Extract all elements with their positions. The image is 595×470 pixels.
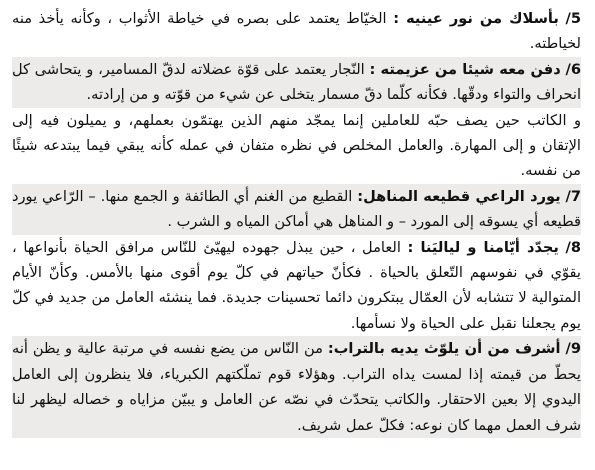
- item-term: يجدّد أيّامنا و لياليَنا :: [407, 238, 559, 256]
- item-term: يورد الراعي قطيعه المناهل:: [357, 187, 561, 205]
- item-9: [12, 336, 581, 438]
- item-6: [12, 57, 581, 108]
- item-8: [12, 235, 581, 337]
- item-term: أشرف من أن يلوّث يديه بالتراب:: [327, 340, 561, 358]
- item-number: 8/: [565, 238, 582, 256]
- item-term: بأسلاك من نور عينيه :: [393, 10, 559, 27]
- item-explanation: القطيع من الغنم أي الطائفة و الجمع منها. – الرّاعي يورد قطيعه أي يسوقه إلى المورد – و المناهل هي أماكن المياه و الشرب .: [12, 187, 581, 231]
- item-number: 6/: [565, 60, 582, 78]
- item-explanation: من النّاس من يضع نفسه في مرتبة عالية و يظن أنه يحطّ من قيمته إذا لمست يداه التراب. وهؤلاء قوم تملّكتهم الكبرياء، فلا ينظرون إلى العامل اليدوي إلا بعين الاحتقار. والكاتب يتحدّث في نصّه عن العامل و يبيّن مزاياه و خصاله ليظهر لنا شرف العمل مهما كان نوعه: فكلّ عمل شريف.: [12, 340, 581, 434]
- item-explanation: و الكاتب حين يصف حبّه للعاملين إنما يمجّد منهم الذين يهتمّون بعملهم، و يميلون فيه إلى الإتقان و إلى المهارة. والعامل المخلص في نظره متفان في عمله كأنه يبقي فيما يبتدعه شيئًا من نفسه.: [12, 111, 581, 180]
- item-explanation: العامل ، حين يبذل جهوده ليهيّئ للنّاس مرافق الحياة بأنواعها ، يقوّي في نفوسهم التّعلق بالحياة . فكأنّ حياتهم في كلّ يوم أقوى منها بالأمس. وكأنّ الأيام المتوالية لا تتشابه لأن العمّال يبتكرون دائما تحسينات جديدة. فما ينشئه العامل من جديد في كلّ يوم يجعلنا نقبل على الحياة ولا نسأمها.: [12, 238, 581, 332]
- item-number: 7/: [565, 187, 582, 205]
- writer-paragraph: [12, 108, 581, 184]
- item-explanation: النّجار يعتمد على قوّة عضلاته لدقّ المسامير، و يتحاشى كل انحراف والتواء ودقّها. فكأنه كلّما دقّ مسمار يتخلى عن شيء من قوّته و من إرادته.: [12, 60, 581, 104]
- item-7: [12, 184, 581, 235]
- item-term: دفن معه شيئا من عزيمته :: [369, 60, 561, 78]
- item-explanation: الخيّاط يعتمد على بصره في خياطة الأثواب ، وكأنه يأخذ منه لخياطته.: [12, 10, 581, 53]
- item-5: [12, 6, 581, 57]
- item-number: 9/: [565, 340, 582, 358]
- item-number: 5/: [565, 10, 581, 27]
